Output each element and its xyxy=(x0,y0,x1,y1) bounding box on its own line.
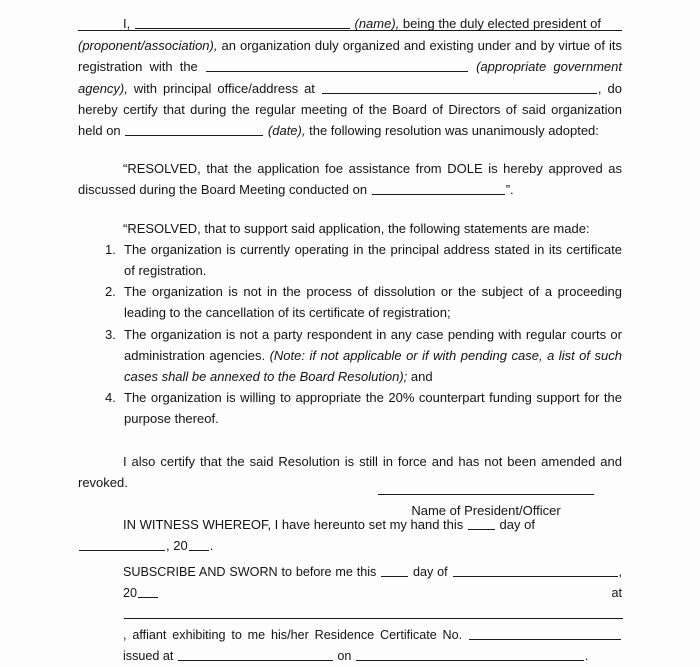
notary-issued-place-blank[interactable] xyxy=(178,648,333,661)
witness-year-prefix: , 20 xyxy=(166,538,188,554)
statement-item-2 xyxy=(78,281,622,323)
signature-block xyxy=(378,494,594,520)
notary-day-of: day of xyxy=(413,565,448,579)
association-label: (proponent/association), xyxy=(78,38,218,54)
opening-after-date: the following resolution was unanimously adopted: xyxy=(309,123,599,139)
spacer-before-resolution-one xyxy=(78,141,622,158)
witness-end: . xyxy=(209,538,214,554)
opening-lead-in: I, xyxy=(123,16,131,31)
resolution-two-text: “RESOLVED, that to support said application, the following statements are made: xyxy=(123,220,590,236)
certification-paragraph xyxy=(78,451,622,493)
notary-issued-at: issued at xyxy=(123,649,174,663)
meeting-date-blank[interactable] xyxy=(125,123,263,136)
statement-number-1: 1. xyxy=(105,241,116,257)
notary-issued-date-blank[interactable] xyxy=(356,648,584,661)
opening-after-address: , do hereby certify that during the regular meeting of the Board of Directors of said organization held on xyxy=(78,80,622,139)
witness-day-of: day of xyxy=(499,517,535,533)
notary-end: . xyxy=(584,649,589,663)
resolution-one-text: “RESOLVED, that the application foe assistance from DOLE is hereby approved as discussed during the Board Meeting conducted on xyxy=(78,161,622,198)
notary-at: at xyxy=(611,586,622,600)
signature-line[interactable] xyxy=(378,494,594,495)
date-label: (date), xyxy=(267,123,306,139)
statement-text-1: The organization is currently operating in the principal address stated in its certificate of registration. xyxy=(124,241,622,279)
notary-cert-number-blank[interactable] xyxy=(469,627,621,640)
notary-year-blank[interactable] xyxy=(138,585,158,598)
statement-number-4: 4. xyxy=(105,390,116,406)
statement-text-3-note: (Note: if not applicable or if with pending case, a list of such cases shall be annexed to the Board Resolution); xyxy=(124,347,622,385)
witness-paragraph xyxy=(78,514,622,556)
notary-place-blank[interactable] xyxy=(124,606,623,619)
notary-day-blank[interactable] xyxy=(381,564,408,577)
name-label: (name), xyxy=(354,16,400,31)
spacer-before-resolution-two xyxy=(78,201,622,218)
notary-month-blank[interactable] xyxy=(453,564,618,577)
resolution-one xyxy=(78,158,622,200)
resolution-one-tail: ”. xyxy=(505,182,514,198)
statement-text-3-tail: and xyxy=(410,369,433,385)
statement-number-2: 2. xyxy=(105,284,116,300)
statement-text-4: The organization is willing to appropriate the 20% counterpart funding support for the purpose thereof. xyxy=(124,390,622,427)
association-blank[interactable] xyxy=(78,30,622,31)
board-meeting-date-blank[interactable] xyxy=(372,182,505,195)
opening-paragraph-continued xyxy=(78,35,622,141)
notary-year-prefix: , 20 xyxy=(123,565,622,600)
statement-number-3: 3. xyxy=(105,326,116,342)
statements-list xyxy=(78,239,622,430)
opening-after-name: being the duly elected president of xyxy=(402,16,601,31)
notary-cert-label: Residence Certificate No. xyxy=(314,628,463,642)
witness-year-blank[interactable] xyxy=(189,538,209,551)
notary-on-label: on xyxy=(337,649,352,663)
witness-text-before-day: IN WITNESS WHEREOF, I have hereunto set my hand this xyxy=(123,517,464,533)
statement-item-3 xyxy=(78,324,622,388)
statement-item-1 xyxy=(78,239,622,281)
signature-label: Name of President/Officer xyxy=(411,503,561,518)
opening-after-agency: with principal office/address at xyxy=(133,80,315,96)
opening-after-association: an organization duly organized and existing under and by virtue of its registration with the xyxy=(78,38,623,75)
statement-item-4 xyxy=(78,387,622,429)
agency-blank[interactable] xyxy=(206,59,468,72)
statement-text-2: The organization is not in the process of dissolution or the subject of a proceeding leading to the cancellation of its certificate of registration; xyxy=(124,284,622,321)
top-spacer xyxy=(78,0,622,13)
spacer-before-certification xyxy=(78,430,622,451)
notary-block xyxy=(123,562,622,667)
notary-line1-before-day: SUBSCRIBE AND SWORN to before me this xyxy=(123,565,377,579)
resolution-two xyxy=(78,218,622,239)
agency-label: (appropriate government agency), xyxy=(78,59,622,96)
address-blank[interactable] xyxy=(322,81,597,94)
name-blank[interactable] xyxy=(135,16,350,29)
witness-month-blank[interactable] xyxy=(79,538,165,551)
notary-after-place: , affiant exhibiting to me his/her xyxy=(123,628,309,642)
certification-text: I also certify that the said Resolution is still in force and has not been amended and revoked. xyxy=(78,453,622,490)
statement-text-3-lead: The organization is not a party respondent in any case pending with regular courts or administration agencies. xyxy=(124,326,622,363)
